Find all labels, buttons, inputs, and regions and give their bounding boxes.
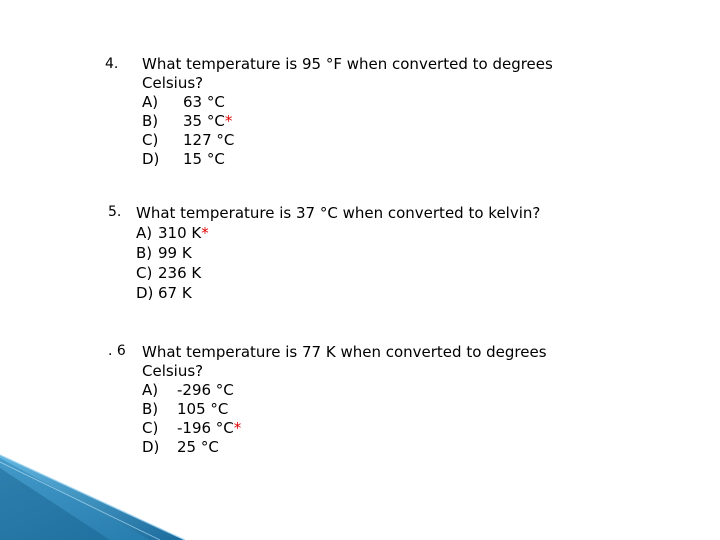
- option-value: 99 K: [158, 244, 192, 262]
- option-letter: A): [142, 381, 159, 399]
- option-d: [142, 438, 219, 457]
- question-text: What temperature is 95 °F when converted to degrees: [142, 55, 553, 73]
- option-value: -196 °C*: [177, 419, 242, 437]
- option-letter: A): [142, 93, 159, 111]
- option-letter: D): [142, 150, 160, 168]
- option-letter: B): [136, 244, 153, 262]
- option-value: 63 °C: [183, 93, 225, 111]
- option-c: [142, 419, 242, 438]
- option-letter: D): [142, 438, 160, 456]
- option-b: [136, 244, 192, 263]
- correct-answer-marker: *: [233, 419, 242, 437]
- option-value: 67 K: [158, 284, 192, 302]
- option-b: [142, 112, 233, 131]
- correct-answer-marker: *: [224, 112, 233, 130]
- option-letter: B): [142, 112, 159, 130]
- option-letter: D): [136, 284, 154, 302]
- question-text: What temperature is 37 °C when converted to kelvin?: [136, 204, 541, 222]
- option-c: [142, 131, 235, 150]
- option-letter: C): [142, 419, 159, 437]
- option-a: [142, 93, 225, 112]
- question-text-continued: Celsius?: [142, 362, 204, 380]
- option-b: [142, 400, 229, 419]
- question-text-continued: Celsius?: [142, 74, 204, 92]
- correct-answer-marker: *: [201, 224, 209, 242]
- option-a: [142, 381, 234, 400]
- option-value: 35 °C*: [183, 112, 233, 130]
- option-letter: C): [142, 131, 159, 149]
- option-value: 15 °C: [183, 150, 225, 168]
- option-d: [142, 150, 225, 169]
- option-value: -296 °C: [177, 381, 234, 399]
- option-letter: B): [142, 400, 159, 418]
- question-number: 5.: [108, 204, 122, 220]
- option-value: 105 °C: [177, 400, 229, 418]
- option-a: [136, 224, 209, 243]
- option-value: 127 °C: [183, 131, 235, 149]
- option-value: 25 °C: [177, 438, 219, 456]
- question-number: 4.: [105, 56, 119, 72]
- question-text: What temperature is 77 K when converted to degrees: [142, 343, 547, 361]
- option-letter: A): [136, 224, 153, 242]
- option-d: [136, 284, 192, 303]
- option-letter: C): [136, 264, 153, 282]
- option-c: [136, 264, 202, 283]
- option-value: 236 K: [158, 264, 202, 282]
- question-number: . 6: [108, 343, 126, 359]
- option-value: 310 K*: [158, 224, 209, 242]
